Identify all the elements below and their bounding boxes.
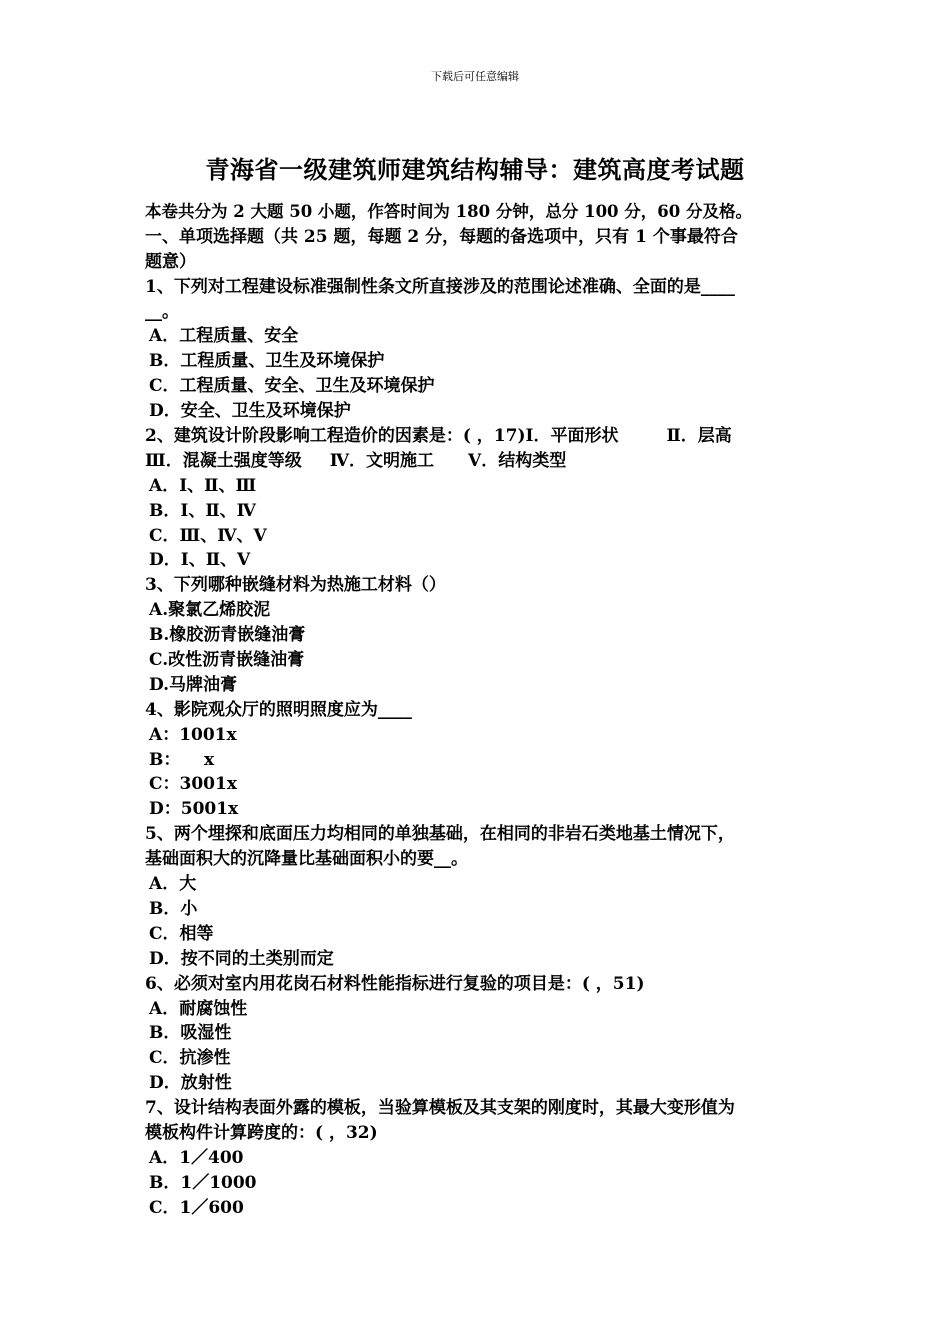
question-4-stem: 4、影院观众厅的照明照度应为____ — [145, 699, 412, 720]
question-2-option-d: D．Ⅰ、Ⅱ、Ⅴ — [149, 550, 251, 571]
question-5-option-a: A．大 — [149, 874, 197, 895]
question-1-option-c: C．工程质量、安全、卫生及环境保护 — [149, 376, 435, 397]
document-body — [145, 200, 810, 1221]
question-7-option-c: C．1／600 — [149, 1197, 244, 1218]
question-5-stem-line-1: 5、两个埋探和底面压力均相同的单独基础，在相同的非岩石类地基土情况下， — [145, 824, 735, 845]
question-2-stem-line-1 — [145, 424, 810, 449]
exam-intro: 本卷共分为 2 大题 50 小题，作答时间为 180 分钟，总分 100 分，60 分及格。 — [145, 202, 752, 221]
question-4-option-a: A：1001x — [149, 724, 237, 745]
page-title: 青海省一级建筑师建筑结构辅导：建筑高度考试题 — [205, 155, 745, 184]
question-2-stem-part-e: Ⅴ．结构类型 — [468, 450, 567, 471]
question-4-option-d: D：5001x — [149, 799, 239, 820]
question-2-option-c: C．Ⅲ、Ⅳ、Ⅴ — [149, 525, 267, 546]
section-heading-line-1: 一、单项选择题（共 25 题，每题 2 分，每题的备选项中，只有 1 个事最符合 — [145, 226, 738, 247]
question-3-option-b: B.橡胶沥青嵌缝油膏 — [149, 625, 306, 646]
question-5-option-d: D．按不同的土类别而定 — [149, 948, 334, 969]
question-6-stem: 6、必须对室内用花岗石材料性能指标进行复验的项目是：( ，51) — [145, 973, 645, 994]
question-1-option-a: A．工程质量、安全 — [149, 326, 299, 347]
question-4-option-c: C：3001x — [149, 774, 237, 795]
question-2-stem-line-2 — [145, 449, 810, 474]
question-7-stem-line-2: 模板构件计算跨度的：( ，32) — [145, 1122, 378, 1143]
question-6-option-b: B．吸湿性 — [149, 1023, 232, 1044]
question-7-option-a: A．1／400 — [149, 1147, 244, 1168]
question-3-stem: 3、下列哪种嵌缝材料为热施工材料（） — [145, 575, 446, 596]
question-7-option-b: B．1／1000 — [149, 1172, 257, 1193]
question-1-option-b: B．工程质量、卫生及环境保护 — [149, 351, 385, 372]
question-1-stem-line-2: __。 — [145, 301, 179, 322]
section-heading-line-2: 题意） — [145, 251, 196, 272]
question-1-option-d: D．安全、卫生及环境保护 — [149, 401, 351, 422]
question-7-stem-line-1: 7、设计结构表面外露的模板，当验算模板及其支架的刚度时，其最大变形值为 — [145, 1098, 735, 1119]
question-4-option-b: B： x — [149, 749, 215, 770]
question-3-option-a: A.聚氯乙烯胶泥 — [149, 600, 271, 621]
question-2-stem-part-d: Ⅳ．文明施工 — [329, 450, 434, 471]
question-2-stem-part-b: Ⅱ．层高 — [666, 426, 732, 447]
question-6-option-c: C．抗渗性 — [149, 1048, 231, 1069]
question-2-option-b: B．Ⅰ、Ⅱ、Ⅳ — [149, 500, 256, 521]
header-note: 下载后可任意编辑 — [431, 70, 519, 83]
question-1-stem-line-1: 1、下列对工程建设标准强制性条文所直接涉及的范围论述准确、全面的是____ — [145, 276, 735, 297]
question-6-option-a: A．耐腐蚀性 — [149, 998, 248, 1019]
question-6-option-d: D．放射性 — [149, 1073, 232, 1094]
question-2-stem-part-a: 2、建筑设计阶段影响工程造价的因素是：( ，17)Ⅰ．平面形状 — [145, 426, 619, 447]
question-2-option-a: A．Ⅰ、Ⅱ、Ⅲ — [149, 475, 257, 496]
question-3-option-d: D.马牌油膏 — [149, 674, 238, 695]
question-5-option-c: C．相等 — [149, 923, 214, 944]
question-5-option-b: B．小 — [149, 898, 198, 919]
question-3-option-c: C.改性沥青嵌缝油膏 — [149, 650, 305, 671]
question-2-stem-part-c: Ⅲ．混凝土强度等级 — [145, 450, 302, 471]
question-5-stem-line-2: 基础面积大的沉降量比基础面积小的要__。 — [145, 849, 468, 870]
